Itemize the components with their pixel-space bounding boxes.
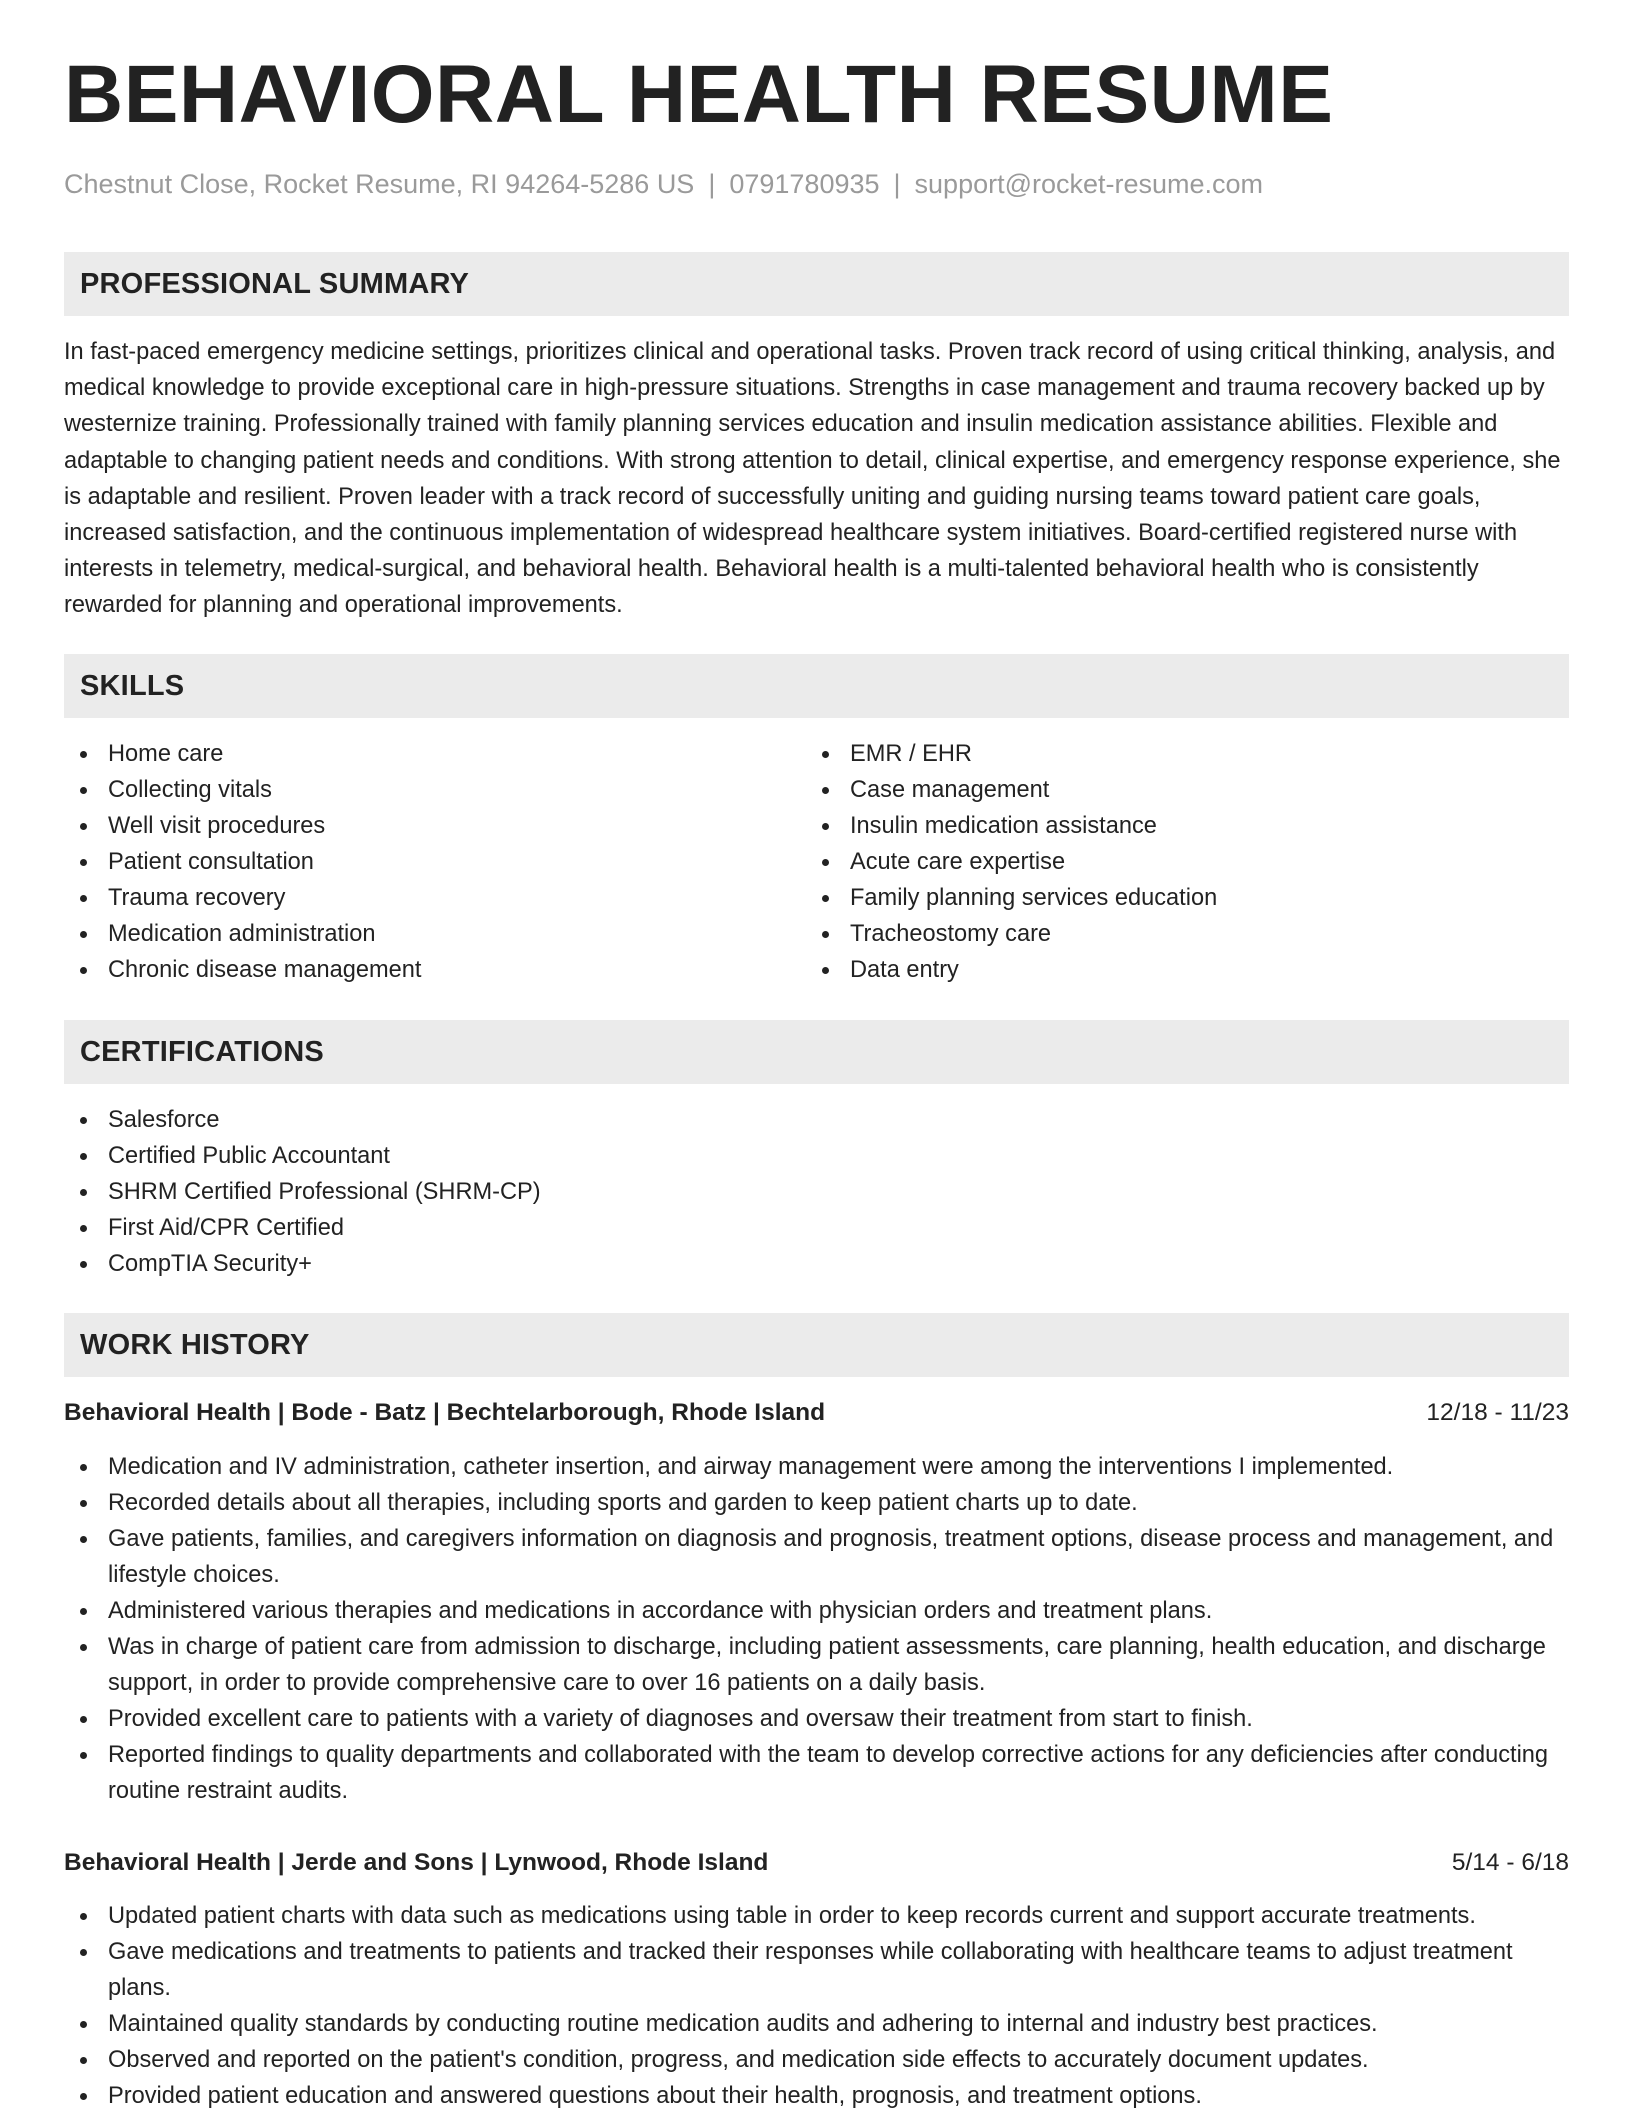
job-bullet-item: Reported findings to quality departments and collaborated with the team to develop corrective actions for any deficiencies after conducting routine restraint audits.	[64, 1737, 1569, 1809]
skills-list-right	[806, 736, 1217, 988]
contact-email: support@rocket-resume.com	[914, 169, 1264, 199]
job-bullet-item: Updated patient charts with data such as medications using table in order to keep records current and support accurate treatments.	[64, 1898, 1569, 1934]
job-bullet-item: Provided excellent care to patients with a variety of diagnoses and oversaw their treatment from start to finish.	[64, 1701, 1569, 1737]
certification-item: First Aid/CPR Certified	[64, 1210, 541, 1246]
section-heading-work-history: WORK HISTORY	[64, 1313, 1569, 1377]
skill-item: Trauma recovery	[64, 880, 421, 916]
contact-separator: |	[893, 169, 901, 199]
job-title: Behavioral Health | Bode - Batz | Bechtelarborough, Rhode Island	[64, 1399, 826, 1426]
skill-item: Home care	[64, 736, 421, 772]
page-title: BEHAVIORAL HEALTH RESUME	[64, 49, 1334, 140]
job-bullet-item: Medication and IV administration, catheter insertion, and airway management were among the interventions I implemented.	[64, 1449, 1569, 1485]
skill-item: Chronic disease management	[64, 952, 421, 988]
skill-item: Well visit procedures	[64, 808, 421, 844]
job-title: Behavioral Health | Jerde and Sons | Lynwood, Rhode Island	[64, 1849, 769, 1876]
skill-item: Acute care expertise	[806, 844, 1217, 880]
contact-address: Chestnut Close, Rocket Resume, RI 94264-5286 US	[64, 169, 695, 199]
certification-item: Certified Public Accountant	[64, 1138, 541, 1174]
section-heading-certifications: CERTIFICATIONS	[64, 1020, 1569, 1084]
skill-item: Tracheostomy care	[806, 916, 1217, 952]
contact-separator: |	[708, 169, 716, 199]
job-bullets	[64, 1449, 1569, 1809]
job-header	[64, 1395, 1569, 1431]
job-bullet-item: Provided patient education and answered questions about their health, prognosis, and treatment options.	[64, 2078, 1569, 2114]
section-heading-skills: SKILLS	[64, 654, 1569, 718]
job-dates: 12/18 - 11/23	[1426, 1399, 1569, 1426]
skill-item: Medication administration	[64, 916, 421, 952]
skill-item: Collecting vitals	[64, 772, 421, 808]
contact-phone: 0791780935	[729, 169, 880, 199]
job-bullet-item: Observed and reported on the patient's condition, progress, and medication side effects to accurately document updates.	[64, 2042, 1569, 2078]
skill-item: Data entry	[806, 952, 1217, 988]
skill-item: Family planning services education	[806, 880, 1217, 916]
certifications-list	[64, 1102, 541, 1282]
job-bullet-item: Administered various therapies and medications in accordance with physician orders and treatment plans.	[64, 1593, 1569, 1629]
skills-list-left	[64, 736, 421, 988]
skill-item: EMR / EHR	[806, 736, 1217, 772]
certification-item: SHRM Certified Professional (SHRM-CP)	[64, 1174, 541, 1210]
contact-line	[64, 168, 1263, 200]
section-heading-summary: PROFESSIONAL SUMMARY	[64, 252, 1569, 316]
job-dates: 5/14 - 6/18	[1451, 1849, 1569, 1876]
certification-item: Salesforce	[64, 1102, 541, 1138]
job-bullet-item: Was in charge of patient care from admission to discharge, including patient assessments, care planning, health education, and discharge support, in order to provide comprehensive care to over 16 patients on a daily basis.	[64, 1629, 1569, 1701]
certification-item: CompTIA Security+	[64, 1246, 541, 1282]
job-bullets	[64, 1898, 1569, 2114]
summary-text: In fast-paced emergency medicine settings, prioritizes clinical and operational tasks. Proven track record of using critical thinking, analysis, and medical knowledge to provide exceptional care in high-pressure situations. Strengths in case management and trauma recovery backed up by westernize training. Professionally trained with family planning services education and insulin medication assistance abilities. Flexible and adaptable to changing patient needs and conditions. With strong attention to detail, clinical expertise, and emergency response experience, she is adaptable and resilient. Proven leader with a track record of successfully uniting and guiding nursing teams toward patient care goals, increased satisfaction, and the continuous implementation of widespread healthcare system initiatives. Board-certified registered nurse with interests in telemetry, medical-surgical, and behavioral health. Behavioral health is a multi-talented behavioral health who is consistently rewarded for planning and operational improvements.	[64, 339, 1561, 619]
job-bullet-item: Gave patients, families, and caregivers information on diagnosis and prognosis, treatment options, disease process and management, and lifestyle choices.	[64, 1521, 1569, 1593]
skill-item: Patient consultation	[64, 844, 421, 880]
skill-item: Case management	[806, 772, 1217, 808]
job-header	[64, 1845, 1569, 1881]
job-bullet-item: Maintained quality standards by conducting routine medication audits and adhering to internal and industry best practices.	[64, 2006, 1569, 2042]
job-bullet-item: Recorded details about all therapies, including sports and garden to keep patient charts up to date.	[64, 1485, 1569, 1521]
skill-item: Insulin medication assistance	[806, 808, 1217, 844]
job-bullet-item: Gave medications and treatments to patients and tracked their responses while collaborating with healthcare teams to adjust treatment plans.	[64, 1934, 1569, 2006]
